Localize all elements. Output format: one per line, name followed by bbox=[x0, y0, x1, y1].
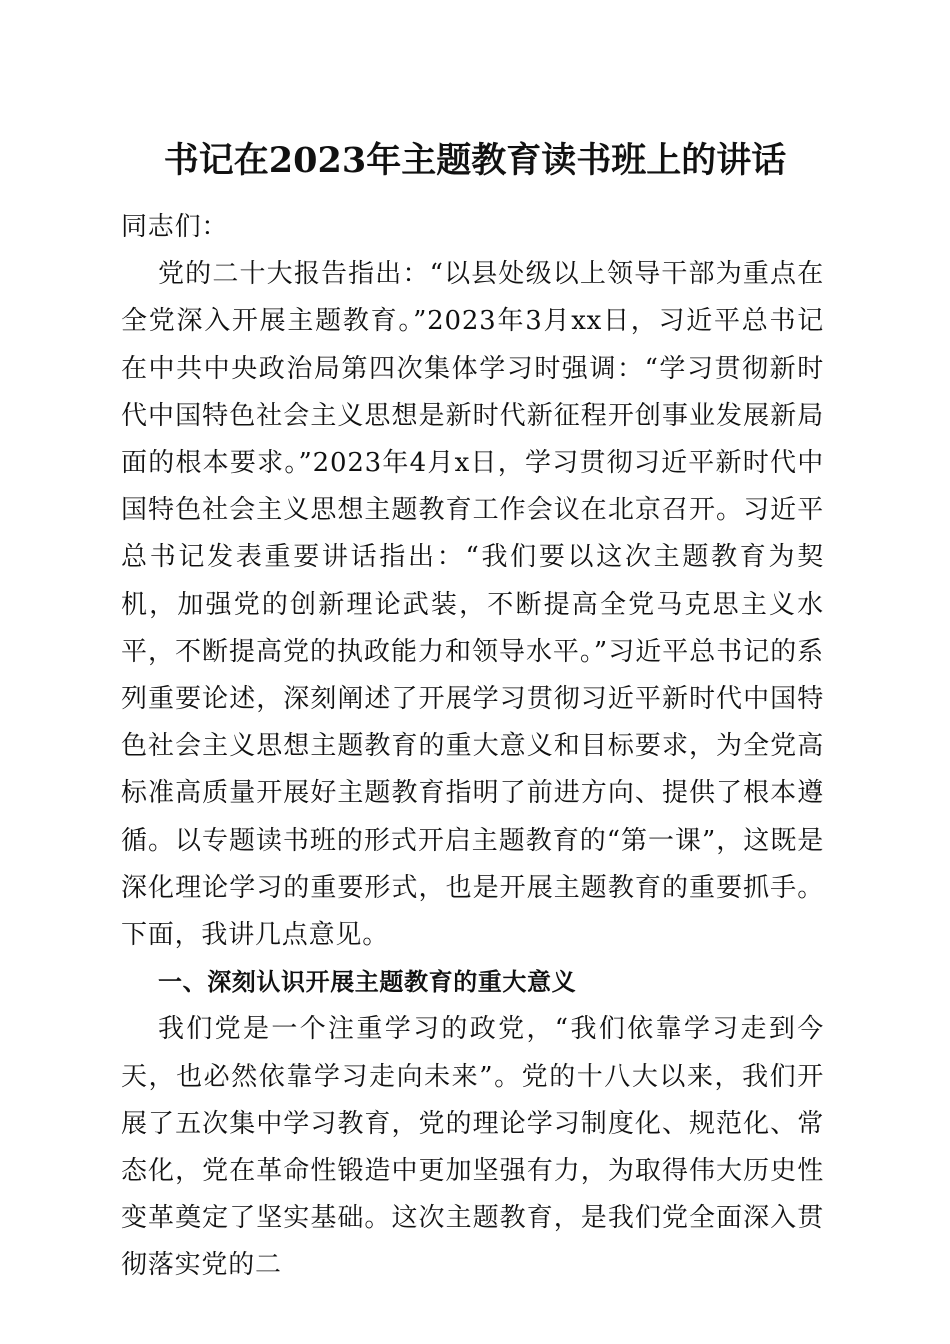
section-heading: 一、深刻认识开展主题教育的重大意义 bbox=[158, 968, 577, 997]
document-title: 书记在2023年主题教育读书班上的讲话 bbox=[163, 140, 787, 181]
document-body bbox=[121, 204, 824, 1290]
salutation: 同志们： bbox=[121, 212, 229, 242]
intro-paragraph: 党的二十大报告指出：“以县处级以上领导干部为重点在全党深入开展主题教育。”2023年3月xx日，习近平总书记在中共中央政治局第四次集体学习时强调：“学习贯彻新时代中国特色社会主义思想是新时代新征程开创事业发展新局面的根本要求。”2023年4月x日，学习贯彻习近平新时代中国特色社会主义思想主题教育工作会议在北京召开。习近平总书记发表重要讲话指出：“我们要以这次主题教育为契机，加强党的创新理论武装，不断提高全党马克思主义水平，不断提高党的执政能力和领导水平。”习近平总书记的系列重要论述，深刻阐述了开展学习贯彻习近平新时代中国特色社会主义思想主题教育的重大意义和目标要求，为全党高标准高质量开展好主题教育指明了前进方向、提供了根本遵循。以专题读书班的形式开启主题教育的“第一课”，这既是深化理论学习的重要形式，也是开展主题教育的重要抓手。下面，我讲几点意见。 bbox=[121, 259, 824, 951]
section-paragraph: 我们党是一个注重学习的政党，“我们依靠学习走到今天，也必然依靠学习走向未来”。党的十八大以来，我们开展了五次集中学习教育，党的理论学习制度化、规范化、常态化，党在革命性锻造中更加坚强有力，为取得伟大历史性变革奠定了坚实基础。这次主题教育，是我们党全面深入贯彻落实党的二 bbox=[121, 1014, 824, 1281]
